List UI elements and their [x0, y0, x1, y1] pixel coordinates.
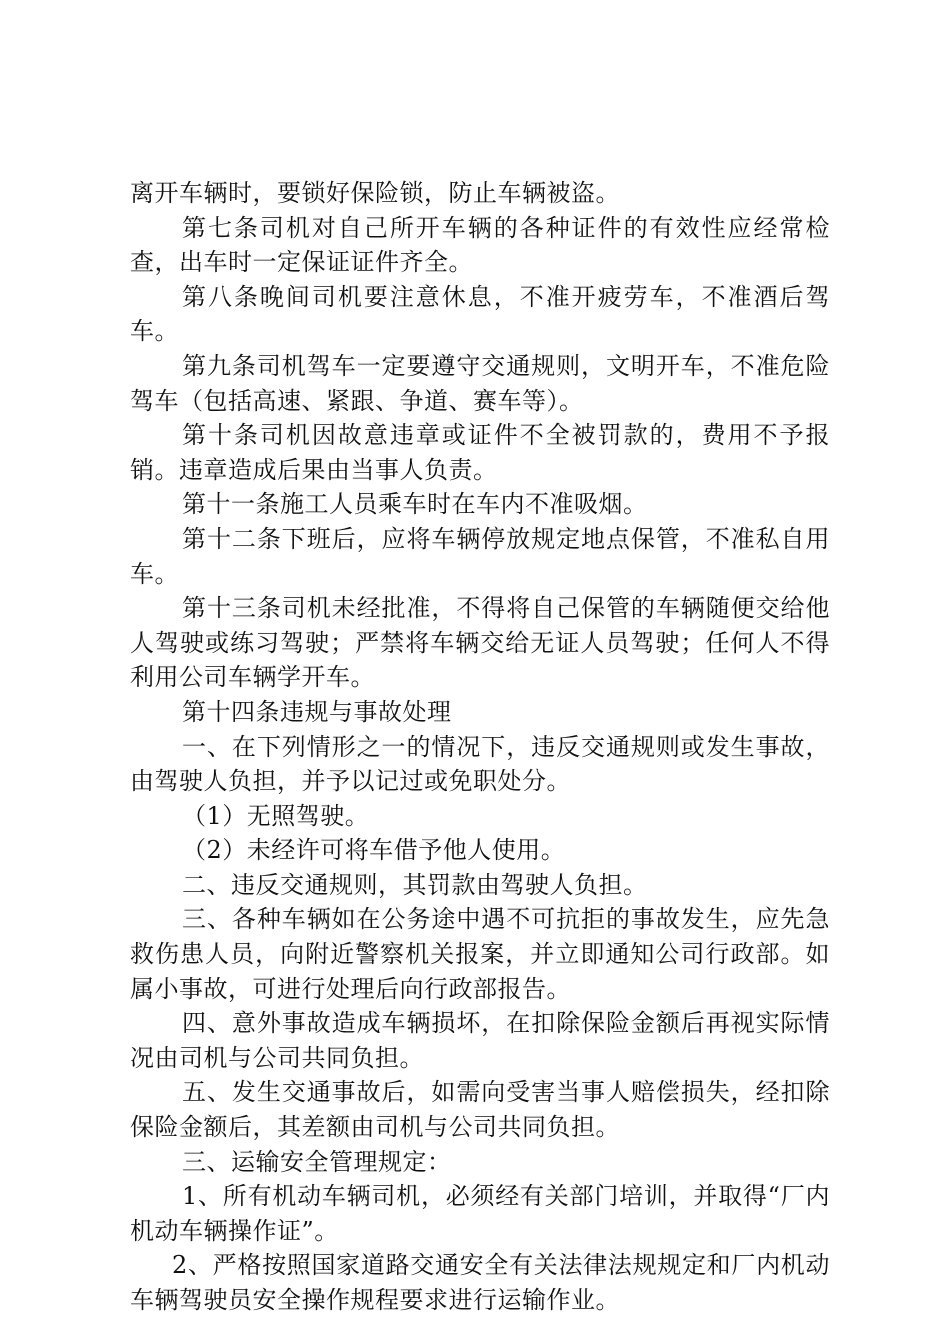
paragraph-7: 第十二条下班后，应将车辆停放规定地点保管，不准私自用车。 — [130, 524, 830, 588]
document-body — [130, 176, 830, 1318]
paragraph-3: 第八条晚间司机要注意休息，不准开疲劳车，不准酒后驾车。 — [130, 282, 830, 346]
paragraph-10: 一、在下列情形之一的情况下，违反交通规则或发生事故，由驾驶人负担，并予以记过或免职处分。 — [130, 732, 830, 796]
paragraph-8: 第十三条司机未经批准，不得将自己保管的车辆随便交给他人驾驶或练习驾驶；严禁将车辆交给无证人员驾驶；任何人不得利用公司车辆学开车。 — [130, 594, 830, 692]
paragraph-12: （2）未经许可将车借予他人使用。 — [182, 836, 566, 865]
paragraph-5: 第十条司机因故意违章或证件不全被罚款的，费用不予报销。违章造成后果由当事人负责。 — [130, 421, 830, 484]
paragraph-2: 第七条司机对自己所开车辆的各种证件的有效性应经常检查，出车时一定保证证件齐全。 — [130, 213, 830, 277]
paragraph-1: 离开车辆时，要锁好保险锁，防止车辆被盗。 — [130, 179, 620, 207]
paragraph-16: 五、发生交通事故后，如需向受害当事人赔偿损失，经扣除保险金额后，其差额由司机与公司共同负担。 — [130, 1078, 830, 1142]
paragraph-14: 三、各种车辆如在公务途中遇不可抗拒的事故发生，应先急救伤患人员，向附近警察机关报案，并立即通知公司行政部。如属小事故，可进行处理后向行政部报告。 — [130, 905, 830, 1003]
paragraph-18: 1、所有机动车辆司机，必须经有关部门培训，并取得“厂内机动车辆操作证”。 — [130, 1182, 830, 1245]
paragraph-4: 第九条司机驾车一定要遵守交通规则，文明开车，不准危险驾车（包括高速、紧跟、争道、赛车等）。 — [130, 351, 830, 415]
paragraph-9: 第十四条违规与事故处理 — [182, 697, 452, 726]
paragraph-19: 2、严格按照国家道路交通安全有关法律法规规定和厂内机动车辆驾驶员安全操作规程要求进行运输作业。 — [130, 1251, 830, 1314]
paragraph-15: 四、意外事故造成车辆损坏，在扣除保险金额后再视实际情况由司机与公司共同负担。 — [130, 1009, 830, 1072]
paragraph-17: 三、运输安全管理规定： — [182, 1147, 452, 1176]
paragraph-11: （1）无照驾驶。 — [182, 801, 370, 830]
paragraph-6: 第十一条施工人员乘车时在车内不准吸烟。 — [182, 490, 648, 519]
paragraph-13: 二、违反交通规则，其罚款由驾驶人负担。 — [182, 870, 648, 899]
